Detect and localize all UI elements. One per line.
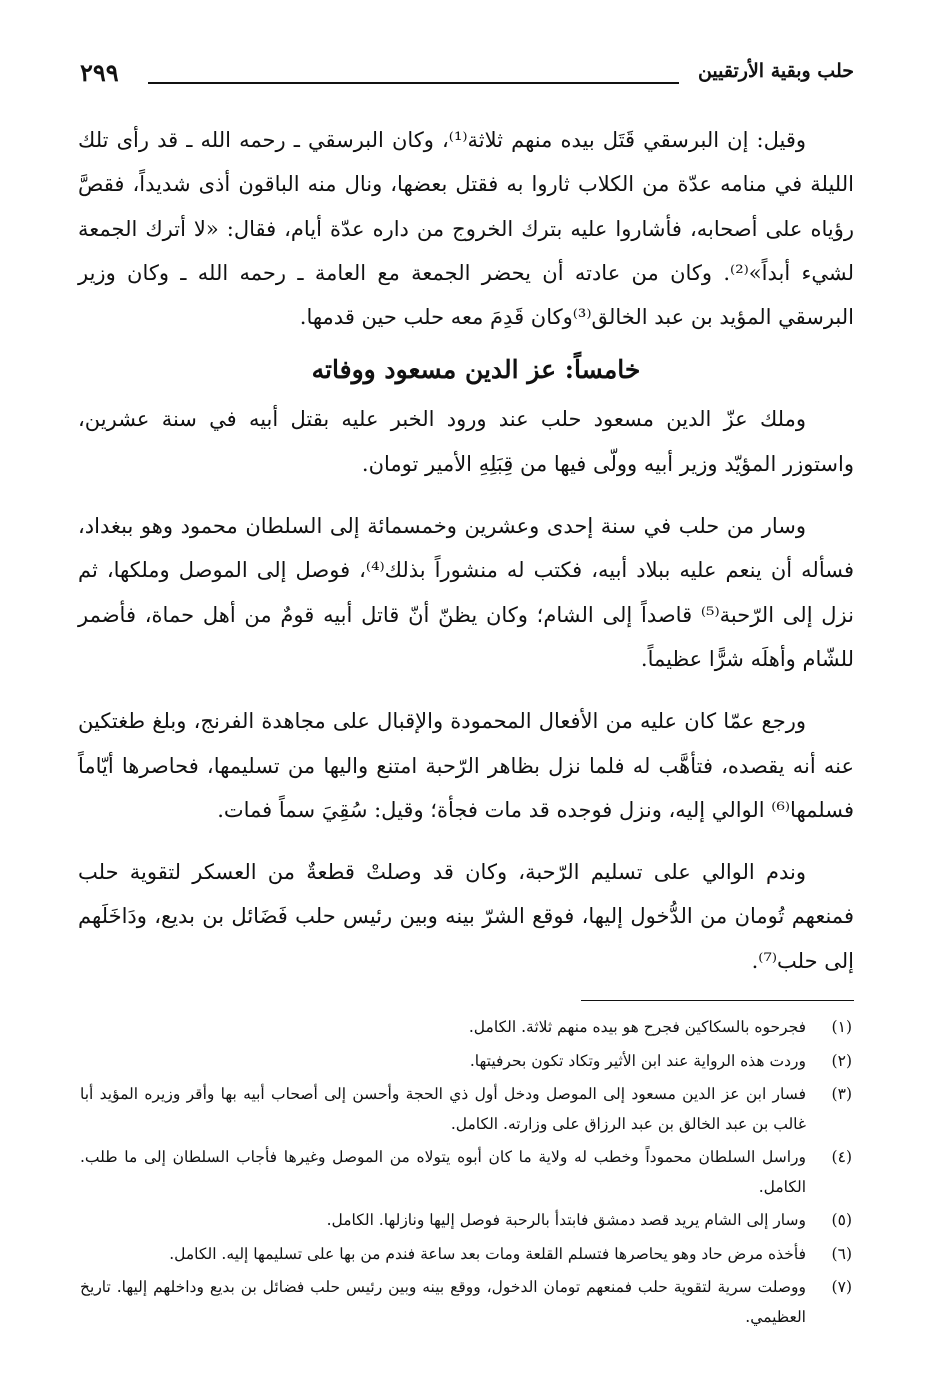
footnote-number: (١): [831, 1018, 852, 1036]
section-heading: خامساً: عز الدين مسعود ووفاته: [311, 355, 641, 385]
footnote-text: فأخذه مرض حاد وهو يحاصرها فتسلم القلعة ومات بعد ساعة فندم من بها على تسليمها إليه. الكامل.: [169, 1244, 806, 1263]
footnote: [80, 1047, 852, 1077]
footnote-text: فسار ابن عز الدين مسعود إلى الموصل ودخل أول ذي الحجة وأحسن إلى أصحاب أبيه بها وأقر وزيره المؤيد أبا غالب بن عبد الخالق بن عبد الرزاق على وزارته. الكامل.: [80, 1085, 806, 1133]
footnote-text: ووصلت سرية لتقوية حلب فمنعهم تومان الدخول، ووقع بينه وبين رئيس حلب فضائل بن بديع وداخلهم إليها. تاريخ العظيمي.: [80, 1278, 806, 1326]
footnote: [80, 1013, 852, 1043]
footnote: [80, 1206, 852, 1236]
paragraph: وقيل: إن البرسقي قَتَل بيده منهم ثلاثة⁽¹⁾، وكان البرسقي ـ رحمه الله ـ قد رأى تلك الليلة في منامه عدّة من الكلاب ثاروا به فقتل بعضها، ونال منه الباقون أذى شديداً، فقصَّ رؤياه على أصحابه، فأشاروا عليه بترك الخروج من داره عدّة أيام، فقال: «لا أترك الجمعة لشيء أبداً»⁽²⁾. وكان من عادته أن يحضر الجمعة مع العامة ـ رحمه الله ـ وكان وزير البرسقي المؤيد بن عبد الخالق⁽³⁾وكان قَدِمَ معه حلب حين قدمها.: [78, 128, 854, 330]
footnote: [80, 1240, 852, 1270]
footnote-separator: [581, 1000, 854, 1001]
footnote-number: (٢): [831, 1051, 852, 1070]
paragraph: وندم الوالي على تسليم الرّحبة، وكان قد وصلتْ قطعةٌ من العسكر لتقوية حلب فمنعهم تُومان من الدُّخول إليها، فوقع الشرّ بينه وبين رئيس حلب فَضَائل بن بديع، ودَاخَلَهم إلى حلب⁽⁷⁾.: [78, 860, 854, 973]
footnote-number: (٧): [831, 1278, 852, 1296]
footnote: [80, 1273, 852, 1332]
paragraph: وملك عزّ الدين مسعود حلب عند ورود الخبر عليه بقتل أبيه في سنة عشرين، واستوزر المؤيّد وزير أبيه وولّى فيها من قِبَلِهِ الأمير تومان.: [78, 407, 854, 476]
footnote-number: (٣): [831, 1085, 852, 1103]
footnote-text: فجرحوه بالسكاكين فجرح هو بيده منهم ثلاثة. الكامل.: [468, 1018, 806, 1036]
running-header: [80, 58, 854, 98]
footnote: [80, 1143, 852, 1202]
paragraph: ورجع عمّا كان عليه من الأفعال المحمودة والإقبال على مجاهدة الفرنج، وبلغ طغتكين عنه أنه يقصده، فتأهَّب له فلما نزل بظاهر الرّحبة امتنع واليها من تسليمها، فحاصرها أيّاماً فسلمها⁽⁶⁾ الوالي إليه، ونزل فوجده قد مات فجأة؛ وقيل: سُقِيَ سماً فمات.: [78, 709, 854, 822]
footnote-number: (٥): [831, 1211, 852, 1229]
footnote: [80, 1080, 852, 1139]
footnotes: [80, 1013, 852, 1336]
header-rule: [148, 82, 679, 84]
footnote-text: وراسل السلطان محموداً وخطب له ولاية ما كان أبوه يتولاه من الموصل وغيرها فأجاب السلطان إلى ما طلب. الكامل.: [80, 1148, 806, 1196]
footnote-text: وردت هذه الرواية عند ابن الأثير وتكاد تكون بحرفيتها.: [469, 1051, 806, 1070]
paragraph: وسار من حلب في سنة إحدى وعشرين وخمسمائة إلى السلطان محمود وهو ببغداد، فسأله أن ينعم عليه ببلاد أبيه، فكتب له منشوراً بذلك⁽⁴⁾، فوصل إلى الموصل وملكها، ثم نزل إلى الرّحبة⁽⁵⁾ قاصداً إلى الشام؛ وكان يظنّ أنّ قاتل أبيه قومٌ من أهل حماة، فأضمر للشّام وأهلَه شرًّا عظيماً.: [78, 514, 854, 671]
footnote-text: وسار إلى الشام يريد قصد دمشق فابتدأ بالرحبة فوصل إليها ونازلها. الكامل.: [326, 1211, 806, 1229]
page-number: ٢٩٩: [80, 58, 119, 87]
main-text: [78, 118, 854, 983]
footnote-number: (٦): [831, 1244, 852, 1263]
footnote-number: (٤): [831, 1148, 852, 1166]
running-title: حلب وبقية الأرتقيين: [697, 60, 854, 82]
